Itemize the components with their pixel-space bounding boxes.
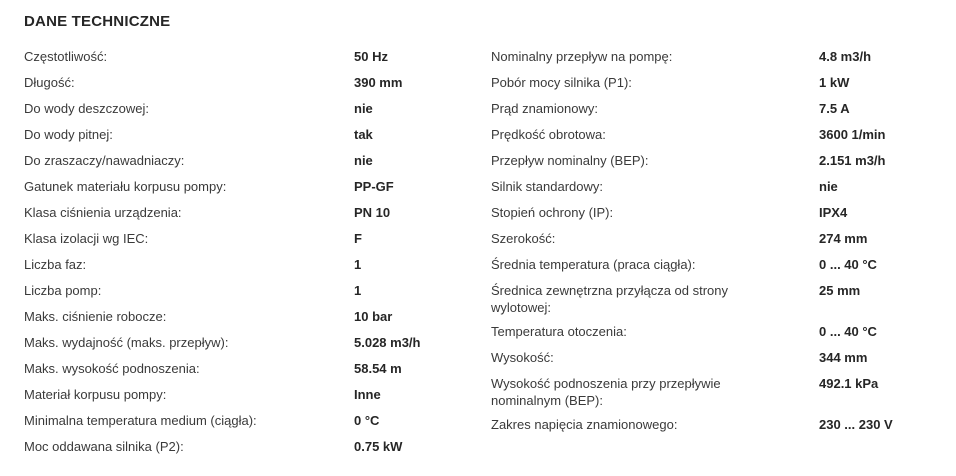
spec-label: Nominalny przepływ na pompę: <box>491 49 673 64</box>
section-title: DANE TECHNICZNE <box>24 13 171 30</box>
spec-label: Maks. ciśnienie robocze: <box>24 309 167 324</box>
spec-value: 344 mm <box>819 350 868 365</box>
spec-value: 0 ... 40 °C <box>819 324 877 339</box>
spec-label: Liczba pomp: <box>24 283 102 298</box>
spec-value: PN 10 <box>354 205 391 220</box>
spec-label: Prędkość obrotowa: <box>491 127 606 142</box>
spec-value: 50 Hz <box>354 49 388 64</box>
spec-value: Inne <box>354 387 381 402</box>
spec-label: Temperatura otoczenia: <box>491 324 627 339</box>
spec-value: 274 mm <box>819 231 868 246</box>
spec-label: Do wody deszczowej: <box>24 101 149 116</box>
spec-label: Gatunek materiału korpusu pompy: <box>24 179 227 194</box>
spec-value: 0 ... 40 °C <box>819 257 877 272</box>
spec-label: Zakres napięcia znamionowego: <box>491 417 678 432</box>
spec-value: 2.151 m3/h <box>819 153 886 168</box>
spec-label: Maks. wydajność (maks. przepływ): <box>24 335 229 350</box>
spec-value: 390 mm <box>354 75 403 90</box>
spec-label: Klasa ciśnienia urządzenia: <box>24 205 182 220</box>
spec-label: Klasa izolacji wg IEC: <box>24 231 149 246</box>
spec-label: Długość: <box>24 75 75 90</box>
spec-label: Silnik standardowy: <box>491 179 603 194</box>
spec-value: 25 mm <box>819 283 861 298</box>
spec-value: PP-GF <box>354 179 394 194</box>
spec-label: Minimalna temperatura medium (ciągła): <box>24 413 257 428</box>
spec-label: Przepływ nominalny (BEP): <box>491 153 649 168</box>
spec-value: 3600 1/min <box>819 127 886 142</box>
spec-value: 10 bar <box>354 309 393 324</box>
spec-label: Maks. wysokość podnoszenia: <box>24 361 200 376</box>
spec-value: 1 <box>354 257 362 272</box>
spec-value: 4.8 m3/h <box>819 49 872 64</box>
spec-value: 1 kW <box>819 75 850 90</box>
spec-value: 5.028 m3/h <box>354 335 421 350</box>
spec-value: 230 ... 230 V <box>819 417 893 432</box>
spec-label: Do zraszaczy/nawadniaczy: <box>24 153 185 168</box>
spec-value: IPX4 <box>819 205 848 220</box>
spec-label: Wysokość: <box>491 350 554 365</box>
spec-value: F <box>354 231 362 246</box>
spec-label: Pobór mocy silnika (P1): <box>491 75 632 90</box>
spec-value: 492.1 kPa <box>819 376 879 391</box>
spec-label: Do wody pitnej: <box>24 127 113 142</box>
spec-label: Stopień ochrony (IP): <box>491 205 614 220</box>
spec-value: 58.54 m <box>354 361 402 376</box>
spec-value: 7.5 A <box>819 101 850 116</box>
spec-label: Liczba faz: <box>24 257 87 272</box>
spec-value: nie <box>354 153 373 168</box>
spec-label: Częstotliwość: <box>24 49 108 64</box>
spec-value: nie <box>819 179 838 194</box>
spec-label: Szerokość: <box>491 231 556 246</box>
spec-label: Materiał korpusu pompy: <box>24 387 167 402</box>
spec-label: Wysokość podnoszenia przy przepływie nominalnym (BEP): <box>491 376 721 408</box>
spec-label: Prąd znamionowy: <box>491 101 598 116</box>
spec-value: tak <box>354 127 373 142</box>
spec-label: Średnia temperatura (praca ciągła): <box>491 257 696 272</box>
spec-label: Moc oddawana silnika (P2): <box>24 439 184 454</box>
spec-value: 0 °C <box>354 413 380 428</box>
spec-value: 1 <box>354 283 362 298</box>
spec-value: 0.75 kW <box>354 439 403 454</box>
spec-label: Średnica zewnętrzna przyłącza od strony wylotowej: <box>491 283 729 315</box>
spec-value: nie <box>354 101 373 116</box>
